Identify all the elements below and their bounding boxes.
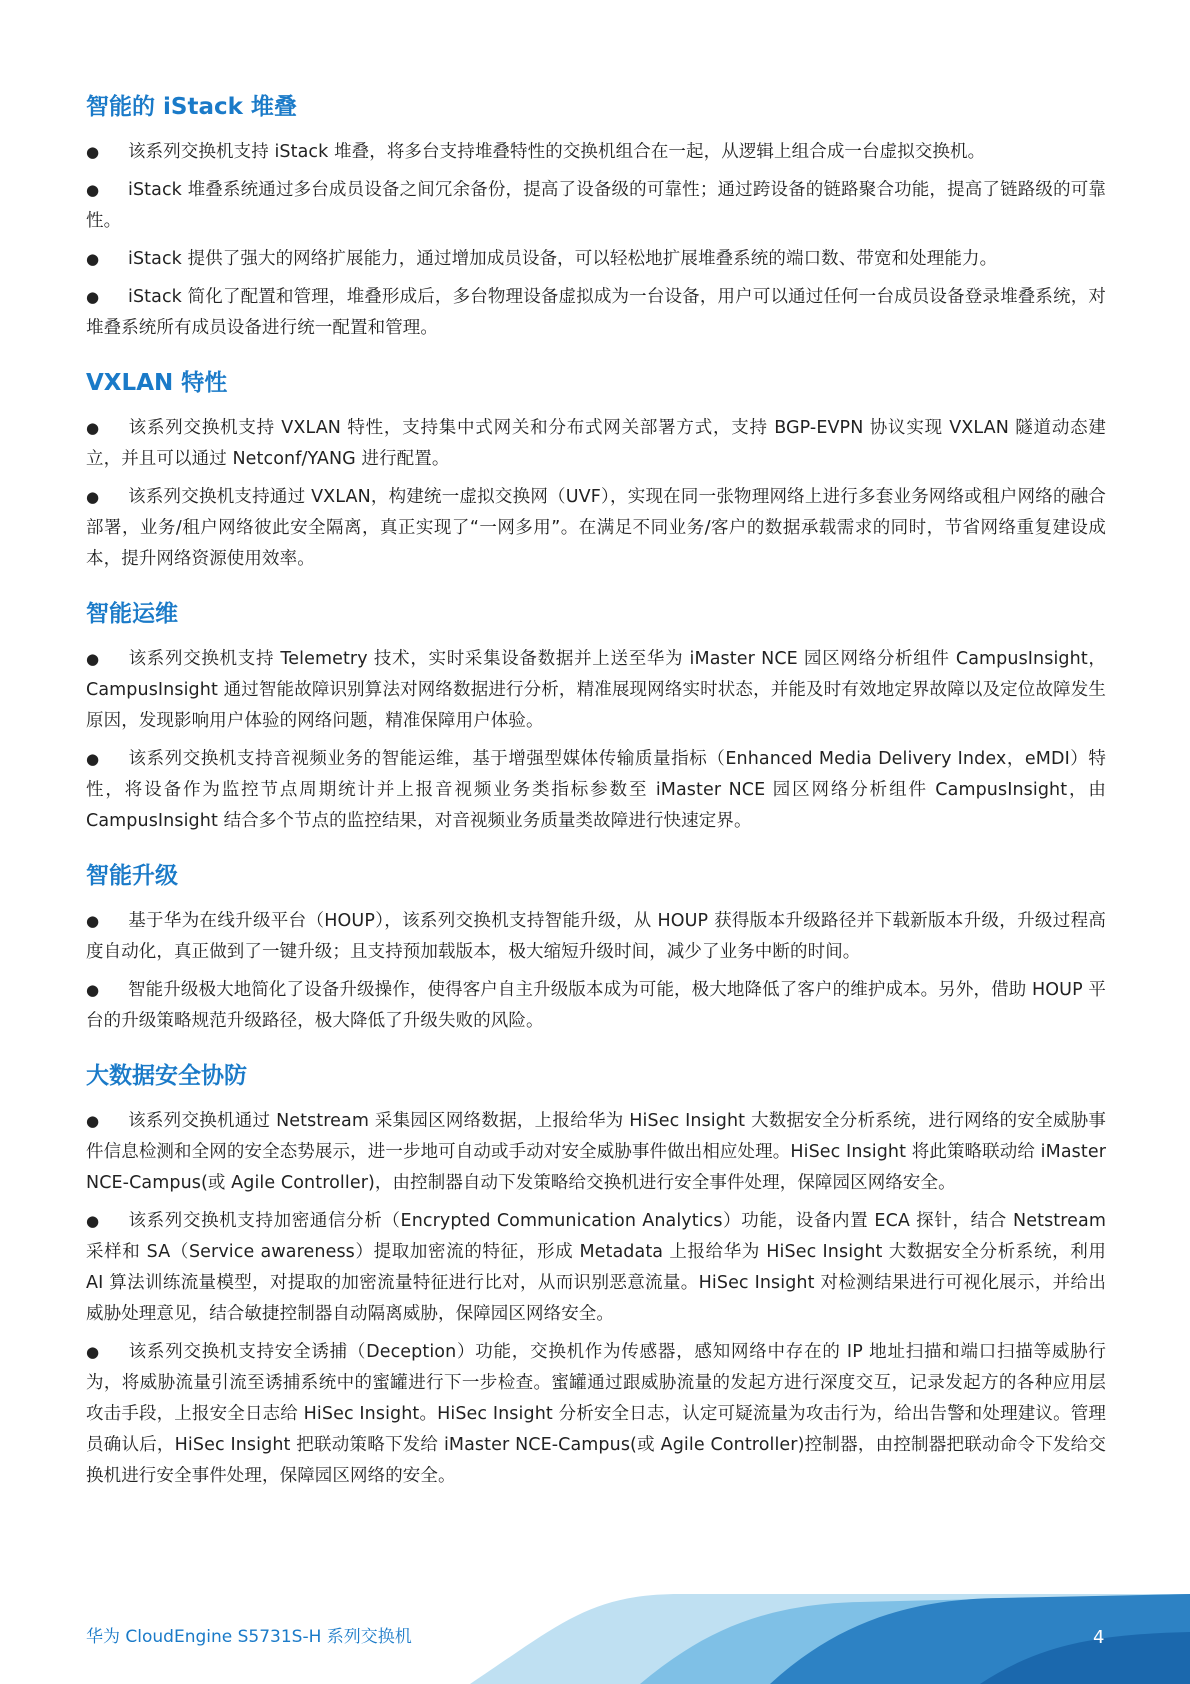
- section-title: 大数据安全协防: [86, 1063, 247, 1089]
- bullet-icon: ●: [86, 143, 100, 161]
- bullet-item: ● 该系列交换机支持通过 VXLAN，构建统一虚拟交换网（UVF），实现在同一张物理网络上进行多套业务网络或租户网络的融合部署，业务/租户网络彼此安全隔离，真正实现了“一网多用”。在满足不同业务/客户的数据承载需求的同时，节省网络重复建设成本，提升网络资源使用效率。: [86, 482, 1106, 575]
- section-smart-upgrade: [86, 859, 1106, 1037]
- bullet-item: ● 该系列交换机支持音视频业务的智能运维，基于增强型媒体传输质量指标（Enhanced Media Delivery Index，eMDI）特性，将设备作为监控节点周期统计并上报音视频业务类指标参数至 iMaster NCE 园区网络分析组件 CampusInsight，由 CampusInsight 结合多个节点的监控结果，对音视频业务质量类故障进行快速定界。: [86, 744, 1106, 837]
- section-big-data-security: [86, 1059, 1106, 1492]
- bullet-item: ● iStack 堆叠系统通过多台成员设备之间冗余备份，提高了设备级的可靠性；通过跨设备的链路聚合功能，提高了链路级的可靠性。: [86, 175, 1106, 237]
- section-title: 智能的 iStack 堆叠: [86, 94, 297, 120]
- bullet-item: ● iStack 提供了强大的网络扩展能力，通过增加成员设备，可以轻松地扩展堆叠系统的端口数、带宽和处理能力。: [86, 244, 1106, 275]
- bullet-icon: ●: [86, 250, 100, 268]
- section-title: VXLAN 特性: [86, 370, 228, 396]
- bullet-item: ● 该系列交换机支持 Telemetry 技术，实时采集设备数据并上送至华为 iMaster NCE 园区网络分析组件 CampusInsight，CampusInsight 通过智能故障识别算法对网络数据进行分析，精准展现网络实时状态，并能及时有效地定界故障以及定位故障发生原因，发现影响用户体验的网络问题，精准保障用户体验。: [86, 644, 1106, 737]
- bullet-item: ● 该系列交换机支持 iStack 堆叠，将多台支持堆叠特性的交换机组合在一起，从逻辑上组合成一台虚拟交换机。: [86, 137, 1106, 168]
- bullet-item: ● iStack 简化了配置和管理，堆叠形成后，多台物理设备虚拟成为一台设备，用户可以通过任何一台成员设备登录堆叠系统，对堆叠系统所有成员设备进行统一配置和管理。: [86, 282, 1106, 344]
- bullet-icon: ●: [86, 181, 100, 199]
- bullet-item: ● 该系列交换机支持安全诱捕（Deception）功能，交换机作为传感器，感知网络中存在的 IP 地址扫描和端口扫描等威胁行为，将威胁流量引流至诱捕系统中的蜜罐进行下一步检查。蜜罐通过跟威胁流量的发起方进行深度交互，记录发起方的各种应用层攻击手段，上报安全日志给 HiSec Insight。HiSec Insight 分析安全日志，认定可疑流量为攻击行为，给出告警和处理建议。管理员确认后，HiSec Insight 把联动策略下发给 iMaster NCE-Campus(或 Agile Controller)控制器，由控制器把联动命令下发给交换机进行安全事件处理，保障园区网络的安全。: [86, 1337, 1106, 1492]
- section-istack: [86, 90, 1106, 344]
- bullet-icon: ●: [86, 1212, 100, 1230]
- bullet-icon: ●: [86, 419, 100, 437]
- section-vxlan: [86, 366, 1106, 575]
- footer-title: 华为 CloudEngine S5731S-H 系列交换机: [86, 1627, 412, 1647]
- bullet-icon: ●: [86, 488, 100, 506]
- section-title: 智能运维: [86, 601, 178, 627]
- section-smart-om: [86, 597, 1106, 837]
- page-number: 4: [1093, 1627, 1105, 1648]
- bullet-icon: ●: [86, 650, 100, 668]
- document-body: [86, 90, 1106, 1514]
- bullet-icon: ●: [86, 288, 100, 306]
- bullet-item: ● 该系列交换机支持加密通信分析（Encrypted Communication Analytics）功能，设备内置 ECA 探针，结合 Netstream 采样和 SA（Service awareness）提取加密流的特征，形成 Metadata 上报给华为 HiSec Insight 大数据安全分析系统，利用 AI 算法训练流量模型，对提取的加密流量特征进行比对，从而识别恶意流量。HiSec Insight 对检测结果进行可视化展示，并给出威胁处理意见，结合敏捷控制器自动隔离威胁，保障园区网络安全。: [86, 1206, 1106, 1330]
- bullet-icon: ●: [86, 750, 100, 768]
- bullet-icon: ●: [86, 1343, 100, 1361]
- bullet-item: ● 该系列交换机支持 VXLAN 特性，支持集中式网关和分布式网关部署方式，支持 BGP-EVPN 协议实现 VXLAN 隧道动态建立，并且可以通过 Netconf/YANG 进行配置。: [86, 413, 1106, 475]
- bullet-item: ● 基于华为在线升级平台（HOUP），该系列交换机支持智能升级，从 HOUP 获得版本升级路径并下载新版本升级，升级过程高度自动化，真正做到了一键升级；且支持预加载版本，极大缩短升级时间，减少了业务中断的时间。: [86, 906, 1106, 968]
- bullet-icon: ●: [86, 1112, 100, 1130]
- bullet-item: ● 智能升级极大地简化了设备升级操作，使得客户自主升级版本成为可能，极大地降低了客户的维护成本。另外，借助 HOUP 平台的升级策略规范升级路径，极大降低了升级失败的风险。: [86, 975, 1106, 1037]
- bullet-icon: ●: [86, 912, 100, 930]
- bullet-icon: ●: [86, 981, 100, 999]
- section-title: 智能升级: [86, 863, 178, 889]
- bullet-item: ● 该系列交换机通过 Netstream 采集园区网络数据，上报给华为 HiSec Insight 大数据安全分析系统，进行网络的安全威胁事件信息检测和全网的安全态势展示，进一步地可自动或手动对安全威胁事件做出相应处理。HiSec Insight 将此策略联动给 iMaster NCE-Campus(或 Agile Controller)，由控制器自动下发策略给交换机进行安全事件处理，保障园区网络安全。: [86, 1106, 1106, 1199]
